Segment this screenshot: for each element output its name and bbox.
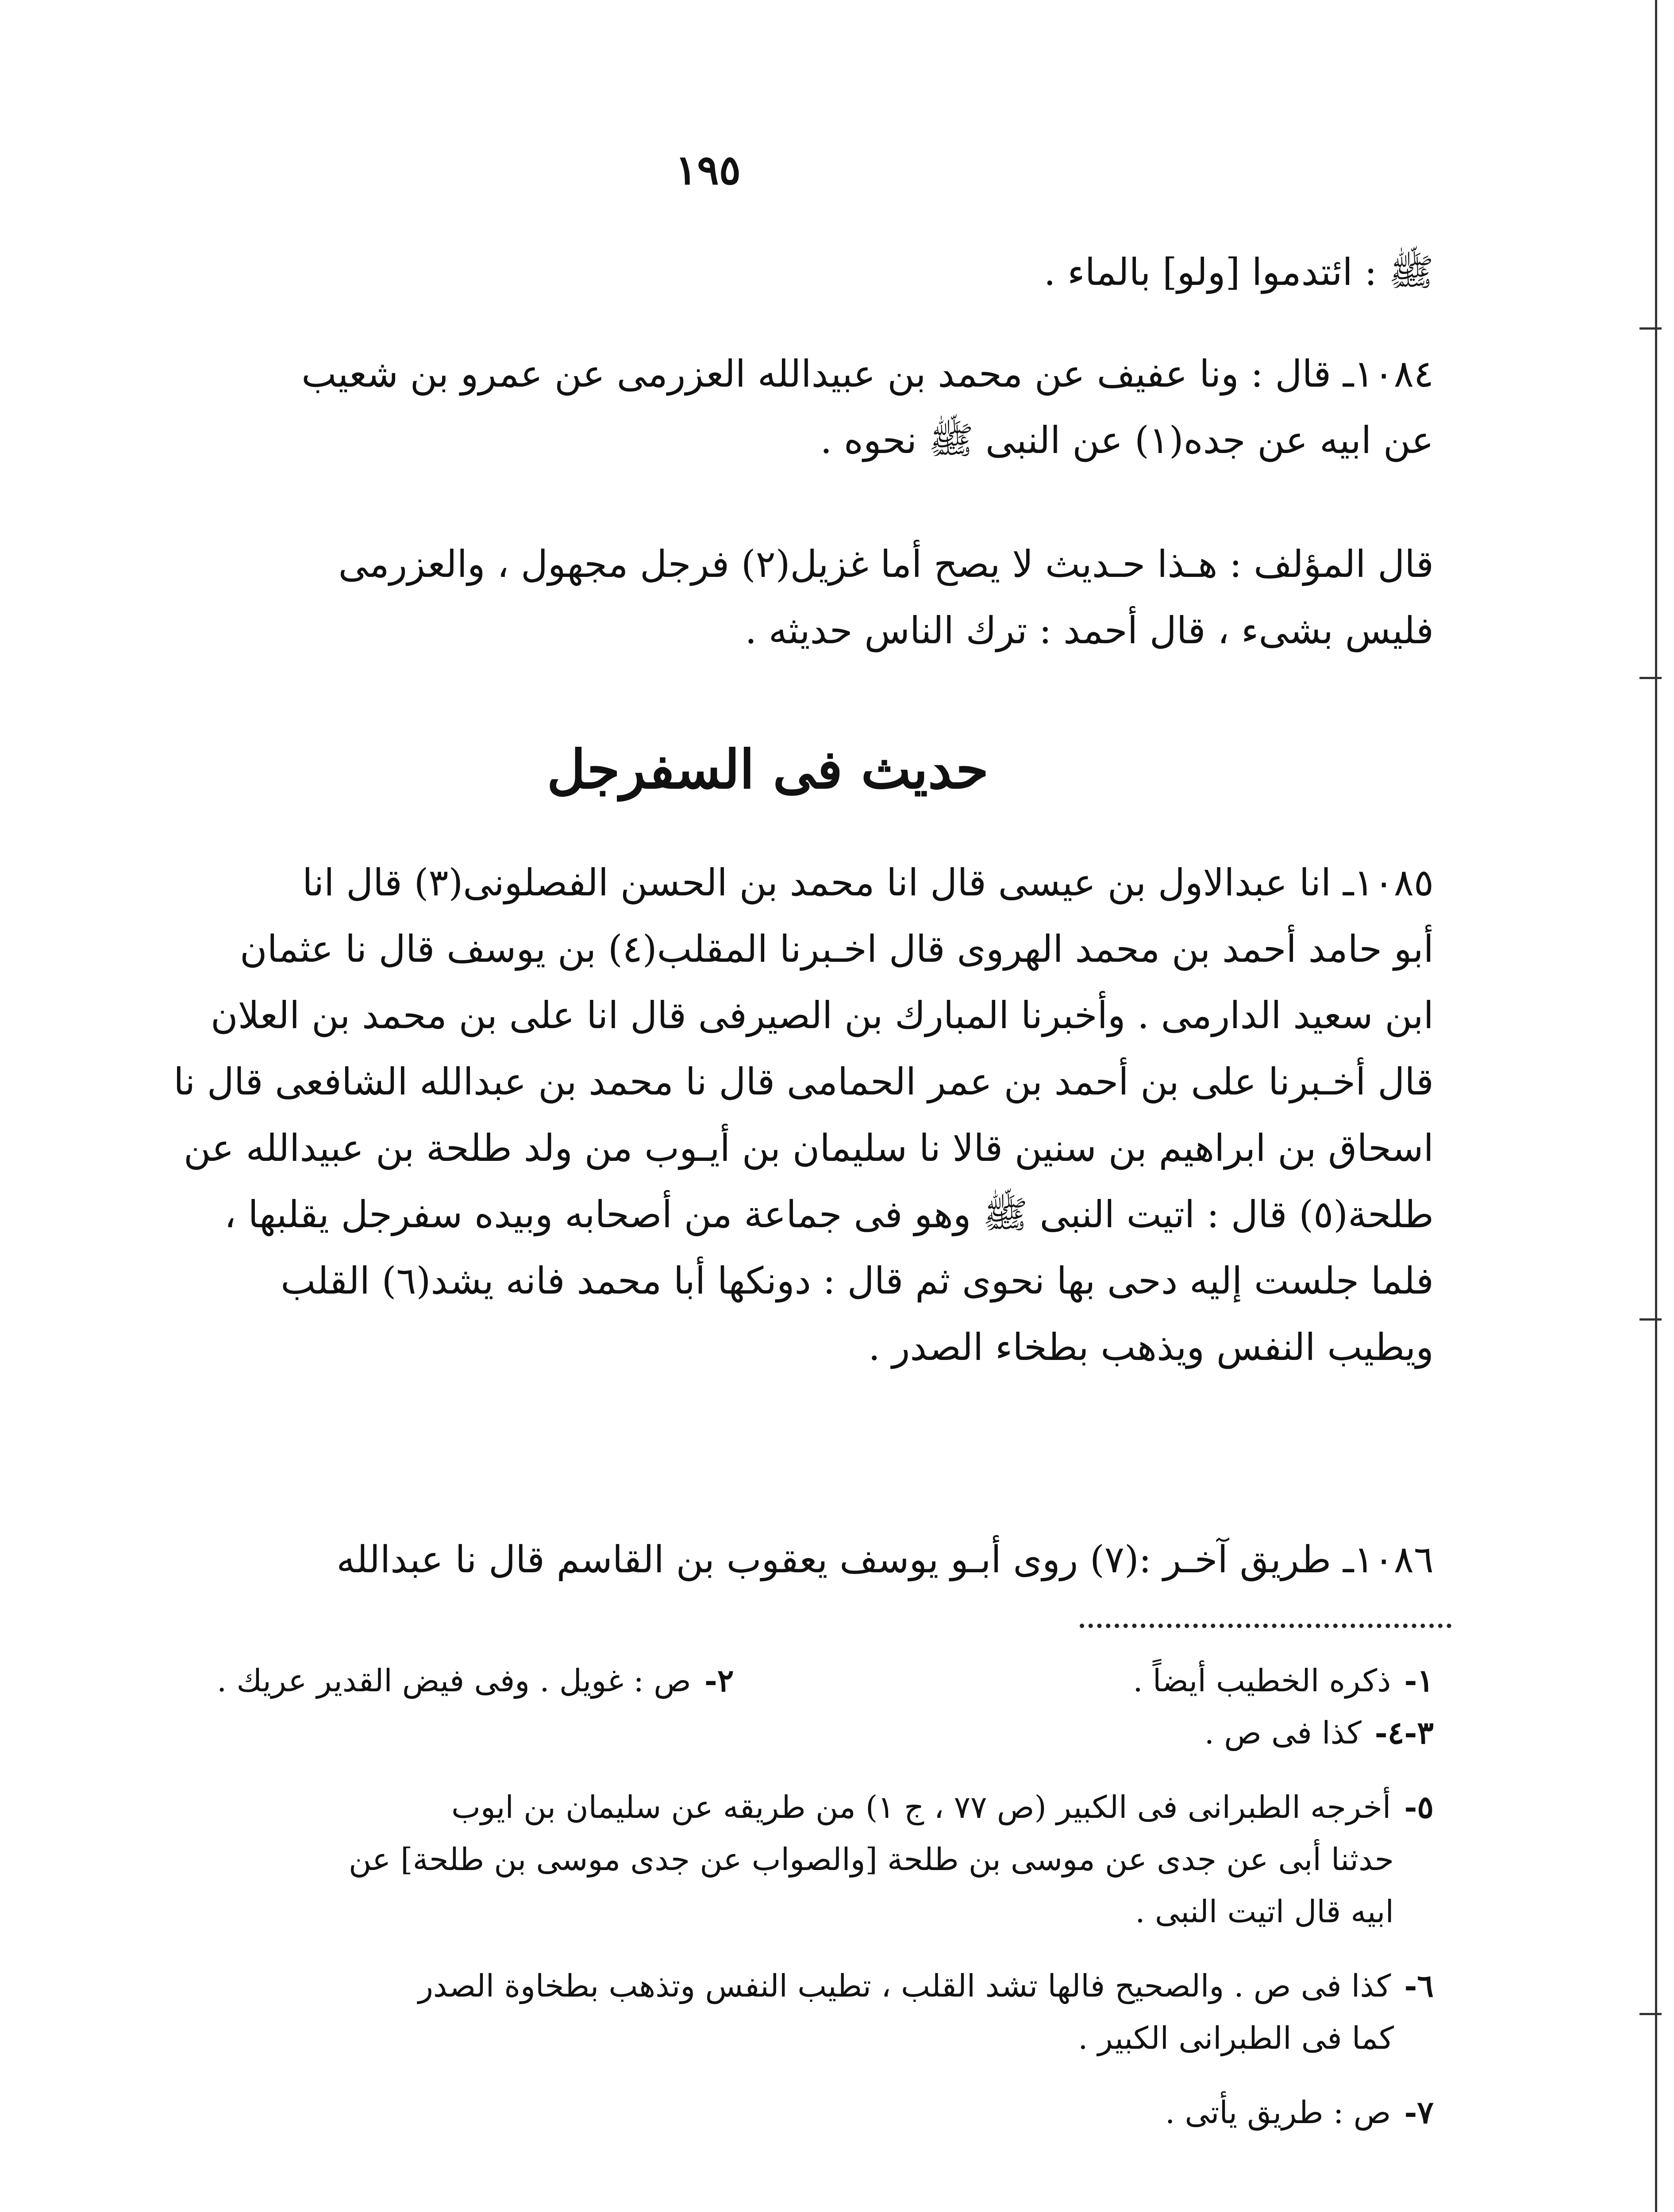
footnote-2-text: ص : غويل . وفى فيض القدير عريك . — [217, 1663, 691, 1699]
footnote-7 — [102, 2086, 1434, 2139]
footnote-5-text-2: حدثنا أبى عن جدى عن موسى بن طلحة [والصواب عن جدى موسى بن طلحة] عن — [348, 1841, 1394, 1878]
footnote-5-line-3 — [102, 1886, 1434, 1938]
opening-line-block — [102, 239, 1434, 305]
footnote-1 — [1133, 1655, 1434, 1707]
opening-line: ﷺ : ائتدموا [ولو] بالماء . — [1043, 250, 1434, 294]
hadith-1085-line-7: فلما جلست إليه دحى بها نحوى ثم قال : دونكها أبا محمد فانه يشد(٦) القلب — [281, 1259, 1434, 1302]
footnote-6-text-1: كذا فى ص . والصحيح فالها تشد القلب ، تطيب النفس وتذهب بطخاوة الصدر — [418, 1968, 1391, 2004]
author-note — [102, 531, 1434, 664]
hadith-1085-line-5: اسحاق بن ابراهيم بن سنين قالا نا سليمان بن أيـوب من ولد طلحة بن عبيدالله عن — [183, 1126, 1434, 1170]
hadith-1086-line-1: ١٠٨٦ـ طريق آخـر :(٧) روى أبـو يوسف يعقوب بن القاسم قال نا عبدالله — [336, 1538, 1434, 1581]
margin-rule — [1655, 0, 1657, 2212]
hadith-1085 — [102, 849, 1434, 1380]
footnote-3-4 — [102, 1707, 1434, 1759]
footnote-6-number: ٦- — [1404, 1967, 1434, 2004]
footnotes — [102, 1655, 1434, 2139]
footnote-6-line-2 — [102, 2012, 1434, 2064]
footnote-1-text: ذكره الخطيب أيضاً . — [1133, 1663, 1391, 1699]
margin-tick — [1639, 1318, 1662, 1321]
author-note-line-2: فليس بشىء ، قال أحمد : ترك الناس حديثه . — [745, 609, 1434, 652]
hadith-1085-line-4: قال أخـبرنا على بن أحمد بن عمر الحمامى قال نا محمد بن عبدالله الشافعى قال نا — [173, 1060, 1434, 1103]
hadith-1084-line-2: عن ابيه عن جده(١) عن النبى ﷺ نحوه . — [820, 419, 1434, 462]
author-note-line-1: قال المؤلف : هـذا حـديث لا يصح أما غزيل(٢) فرجل مجهول ، والعزرمى — [338, 542, 1434, 586]
hadith-1084-line-1: ١٠٨٤ـ قال : ونا عفيف عن محمد بن عبيدالله العزرمى عن عمرو بن شعيب — [301, 352, 1434, 396]
footnote-6-text-2: كما فى الطبرانى الكبير . — [1078, 2020, 1394, 2056]
footnote-5-text-1: أخرجه الطبرانى فى الكبير (ص ٧٧ ، ج ١) من طريقه عن سليمان بن ايوب — [451, 1789, 1391, 1825]
hadith-1085-line-1: ١٠٨٥ـ انا عبدالاول بن عيسى قال انا محمد بن الحسن الفصلونى(٣) قال انا — [302, 861, 1434, 904]
footnote-1-number: ١- — [1404, 1662, 1434, 1699]
footnote-7-text: ص : طريق يأتى . — [1165, 2094, 1391, 2131]
margin-tick — [1639, 327, 1662, 330]
footnote-5-line-2 — [102, 1833, 1434, 1886]
footnote-5-line-1 — [102, 1781, 1434, 1833]
footnote-1-2-row — [102, 1655, 1434, 1707]
margin-tick — [1639, 2013, 1662, 2015]
footnote-6-line-1 — [102, 1960, 1434, 2012]
section-heading: حديث فى السفرجل — [546, 738, 989, 801]
footnote-5-text-3: ابيه قال اتيت النبى . — [1135, 1893, 1394, 1930]
footnote-7-number: ٧- — [1404, 2094, 1434, 2131]
footnote-5-number: ٥- — [1404, 1789, 1434, 1825]
footnote-separator — [1080, 1624, 1451, 1628]
hadith-1085-line-8: ويطيب النفس ويذهب بطخاء الصدر . — [868, 1325, 1434, 1369]
hadith-1085-line-6: طلحة(٥) قال : اتيت النبى ﷺ وهو فى جماعة من أصحابه وبيده سفرجل يقلبها ، — [224, 1193, 1434, 1236]
margin-tick — [1639, 677, 1662, 679]
hadith-1084 — [102, 341, 1434, 473]
hadith-1085-line-3: ابن سعيد الدارمى . وأخبرنا المبارك بن الصيرفى قال انا على بن محمد بن العلان — [211, 994, 1434, 1037]
footnote-2-number: ٢- — [704, 1662, 734, 1699]
footnote-3-4-text: كذا فى ص . — [1204, 1715, 1362, 1751]
footnote-2 — [217, 1655, 734, 1707]
page-number: ١٩٥ — [675, 146, 741, 194]
hadith-1086 — [102, 1526, 1434, 1593]
hadith-1085-line-2: أبو حامد أحمد بن محمد الهروى قال اخـبرنا المقلب(٤) بن يوسف قال نا عثمان — [239, 927, 1434, 971]
footnote-3-4-number: ٣-٤- — [1374, 1714, 1434, 1751]
